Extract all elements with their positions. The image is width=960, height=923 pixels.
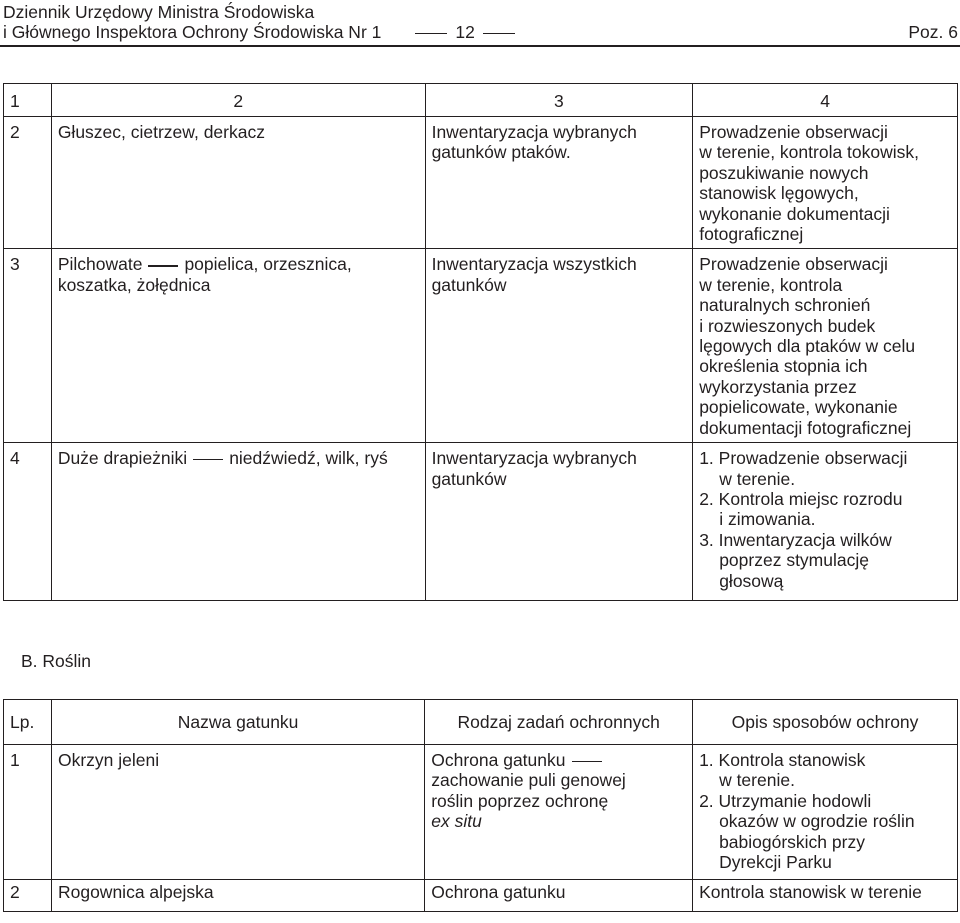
col-header-1: 1 — [4, 84, 52, 117]
species-name: Okrzyn jeleni — [51, 745, 424, 880]
header-journal-subtitle: i Głównego Inspektora Ochrony Środowiska Nr 1 12 — [3, 22, 523, 42]
protection-methods: Prowadzenie obserwacji w terenie, kontrola naturalnych schronień i rozwieszonych budek lęgowych dla ptaków w celu określenia stopnia ich wykorzystania przez popielicowate, wykonanie dokumentacji fotograficznej — [693, 249, 958, 443]
page-dash-right — [483, 33, 515, 35]
em-dash — [148, 265, 178, 267]
protection-task: Inwentaryzacja wszystkich gatunków — [425, 249, 693, 443]
protection-task: Ochrona gatunku zachowanie puli genowej roślin poprzez ochronę ex situ — [425, 745, 693, 880]
species-name: Duże drapieżniki niedźwiedź, wilk, ryś — [51, 443, 425, 601]
row-lp: 1 — [4, 745, 52, 880]
species-name: Pilchowate popielica, orzesznica, koszatka, żołędnica — [51, 249, 425, 443]
col-header-task-type: Rodzaj zadań ochronnych — [425, 700, 693, 745]
table-row — [4, 880, 958, 912]
col-header-2: 2 — [51, 84, 425, 117]
protection-task: Inwentaryzacja wybranych gatunków ptaków. — [425, 117, 693, 249]
col-header-methods: Opis sposobów ochrony — [693, 700, 958, 745]
col-header-species-name: Nazwa gatunku — [51, 700, 424, 745]
document-header — [3, 2, 958, 42]
page-number: 12 — [455, 22, 475, 42]
protection-methods: Kontrola stanowisk w terenie — [693, 880, 958, 912]
protection-task: Ochrona gatunku — [425, 880, 693, 912]
col-header-4: 4 — [693, 84, 958, 117]
protection-methods: Prowadzenie obserwacji w terenie, kontrola tokowisk, poszukiwanie nowych stanowisk lęgowych, wykonanie dokumentacji fotograficznej — [693, 117, 958, 249]
row-lp: 2 — [4, 117, 52, 249]
row-lp: 3 — [4, 249, 52, 443]
em-dash — [193, 459, 223, 461]
plants-table-header — [4, 700, 958, 745]
table-row — [4, 443, 958, 601]
col-header-3: 3 — [425, 84, 693, 117]
page-dash-left — [415, 33, 447, 35]
position-label: Poz. 6 — [908, 22, 958, 42]
species-name: Głuszec, cietrzew, derkacz — [51, 117, 425, 249]
row-lp: 2 — [4, 880, 52, 912]
row-lp: 4 — [4, 443, 52, 601]
table-row — [4, 117, 958, 249]
protection-methods: 1. Kontrola stanowisk w terenie. 2. Utrzymanie hodowli okazów w ogrodzie roślin babiogórskich przy Dyrekcji Parku — [693, 745, 958, 880]
plants-table — [3, 699, 958, 912]
col-header-lp: Lp. — [4, 700, 52, 745]
section-heading: B. Roślin — [21, 651, 92, 671]
header-journal-title: Dziennik Urzędowy Ministra Środowiska — [3, 2, 315, 22]
table-row — [4, 249, 958, 443]
animals-table — [3, 83, 958, 601]
protection-task: Inwentaryzacja wybranych gatunków — [425, 443, 693, 601]
species-name: Rogownica alpejska — [51, 880, 424, 912]
protection-methods: 1. Prowadzenie obserwacji w terenie. 2. Kontrola miejsc rozrodu i zimowania. 3. Inwentaryzacja wilków poprzez stymulację głosową — [693, 443, 958, 601]
em-dash — [572, 761, 602, 763]
header-rule — [0, 45, 960, 47]
animals-table-header — [4, 84, 958, 117]
table-row — [4, 745, 958, 880]
